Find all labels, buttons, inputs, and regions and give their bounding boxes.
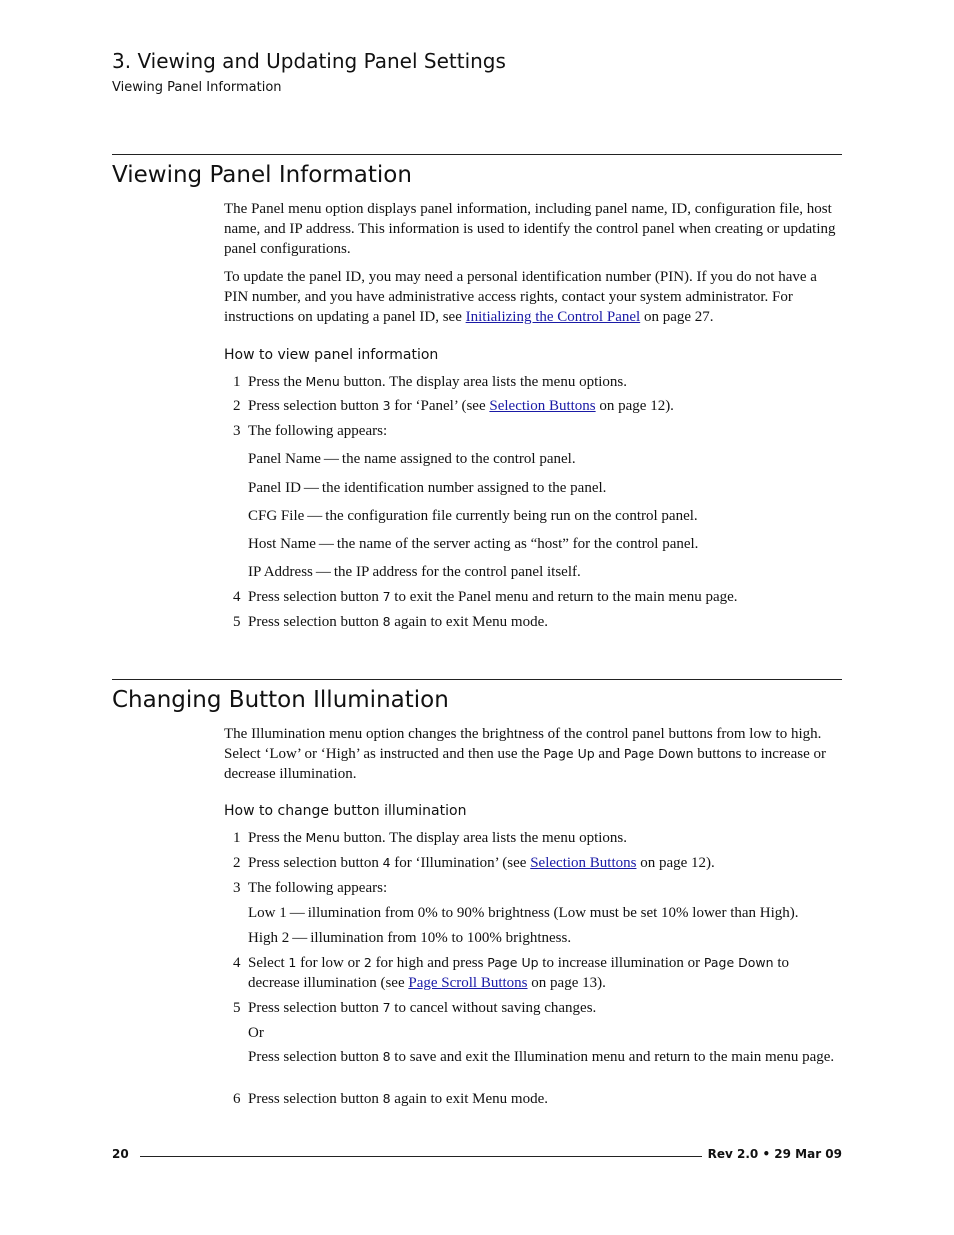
- step-number: 6: [233, 1091, 241, 1107]
- step-text: Press the Menu button. The display area lists the menu options.: [248, 374, 628, 390]
- step-text: Press selection button 7 to cancel without saving changes.: [248, 1000, 597, 1016]
- procedure-title-view-panel: How to view panel information: [224, 347, 439, 363]
- step-number: 3: [233, 880, 241, 896]
- ui-label-page-down: Page Down: [623, 746, 694, 761]
- step-number: 2: [233, 855, 241, 871]
- revision-label: Rev 2.0 • 29 Mar 09: [707, 1147, 842, 1161]
- ui-label-button-7: 7: [382, 589, 391, 604]
- breadcrumb: Viewing Panel Information: [112, 80, 282, 95]
- step-text: Press selection button 7 to exit the Panel menu and return to the main menu page.: [248, 589, 738, 605]
- ui-label-button-7: 7: [382, 1000, 391, 1015]
- section1-paragraph-2: [224, 267, 844, 327]
- ui-label-menu: Menu: [305, 830, 340, 845]
- step-text: The following appears:: [248, 423, 388, 439]
- link-page-scroll-buttons[interactable]: Page Scroll Buttons: [408, 975, 528, 991]
- para-text: To update the panel ID, you may need a personal identification number (PIN). If you do not have a PIN number, and you have administrative access rights, contact your system administrator. For instructions on updating a panel ID, see: [224, 269, 817, 325]
- ui-label-2: 2: [363, 955, 372, 970]
- step-text: Press selection button 8 again to exit Menu mode.: [248, 614, 548, 630]
- link-selection-buttons[interactable]: Selection Buttons: [489, 398, 596, 414]
- step-text: The following appears:: [248, 880, 388, 896]
- section1-body-2: [224, 267, 844, 327]
- step-text: Select 1 for low or 2 for high and press Page Up to increase illumination or Page Down to decrease illumination (see Page Scroll Buttons on page 13).: [248, 955, 789, 991]
- info-item-ip-address: IP Address — the IP address for the control panel itself.: [248, 564, 581, 580]
- section-divider: [112, 679, 842, 680]
- procedure-title-change-illumination: How to change button illumination: [224, 803, 467, 819]
- ui-label-button-8: 8: [382, 1049, 391, 1064]
- page-number: 20: [112, 1147, 129, 1161]
- step-text: Press the Menu button. The display area lists the menu options.: [248, 830, 628, 846]
- section2-paragraph-1: The Illumination menu option changes the brightness of the control panel buttons from low to high. Select ‘Low’ or ‘High’ as instructed and then use the Page Up and Page Down buttons to increase or decrease illumination.: [224, 726, 826, 782]
- illumination-item-high: High 2 — illumination from 10% to 100% brightness.: [248, 930, 572, 946]
- link-initializing-control-panel[interactable]: Initializing the Control Panel: [465, 309, 641, 325]
- ui-label-button-3: 3: [382, 398, 391, 413]
- step-number: 3: [233, 423, 241, 439]
- step-number: 4: [233, 955, 241, 971]
- section-title-viewing-panel-information: Viewing Panel Information: [112, 162, 412, 188]
- step-number: 5: [233, 1000, 241, 1016]
- para-text: on page 27.: [640, 309, 714, 325]
- step-text: Press selection button 8 again to exit Menu mode.: [248, 1091, 548, 1107]
- step-number: 2: [233, 398, 241, 414]
- step-number: 1: [233, 374, 241, 390]
- ui-label-button-8: 8: [382, 1091, 391, 1106]
- footer-divider: [140, 1156, 702, 1157]
- section-title-changing-button-illumination: Changing Button Illumination: [112, 687, 449, 713]
- chapter-title: 3. Viewing and Updating Panel Settings: [112, 49, 506, 73]
- info-item-panel-id: Panel ID — the identification number assigned to the panel.: [248, 480, 607, 496]
- section2-body: [224, 724, 844, 784]
- step-text: Press selection button 4 for ‘Illumination’ (see Selection Buttons on page 12).: [248, 855, 715, 871]
- ui-label-page-up: Page Up: [543, 746, 595, 761]
- ui-label-button-8: 8: [382, 614, 391, 629]
- link-selection-buttons[interactable]: Selection Buttons: [530, 855, 637, 871]
- info-item-cfg-file: CFG File — the configuration file currently being run on the control panel.: [248, 508, 698, 524]
- section1-body: [224, 199, 844, 259]
- step-number: 5: [233, 614, 241, 630]
- illumination-item-low: Low 1 — illumination from 0% to 90% brightness (Low must be set 10% lower than High).: [248, 905, 799, 921]
- ui-label-menu: Menu: [305, 374, 340, 389]
- ui-label-page-up: Page Up: [487, 955, 539, 970]
- ui-label-1: 1: [288, 955, 297, 970]
- ui-label-page-down: Page Down: [703, 955, 774, 970]
- step-5-alternative: Press selection button 8 to save and exit the Illumination menu and return to the main menu page.: [248, 1049, 835, 1065]
- step-number: 1: [233, 830, 241, 846]
- ui-label-button-4: 4: [382, 855, 391, 870]
- section-divider: [112, 154, 842, 155]
- info-item-panel-name: Panel Name — the name assigned to the control panel.: [248, 451, 576, 467]
- step-text: Press selection button 3 for ‘Panel’ (see Selection Buttons on page 12).: [248, 398, 674, 414]
- info-item-host-name: Host Name — the name of the server acting as “host” for the control panel.: [248, 536, 699, 552]
- step-number: 4: [233, 589, 241, 605]
- or-text: Or: [248, 1025, 264, 1041]
- section1-paragraph-1: The Panel menu option displays panel information, including panel name, ID, configuration file, host name, and IP address. This information is used to identify the control panel when creating or updating panel configurations.: [224, 201, 836, 257]
